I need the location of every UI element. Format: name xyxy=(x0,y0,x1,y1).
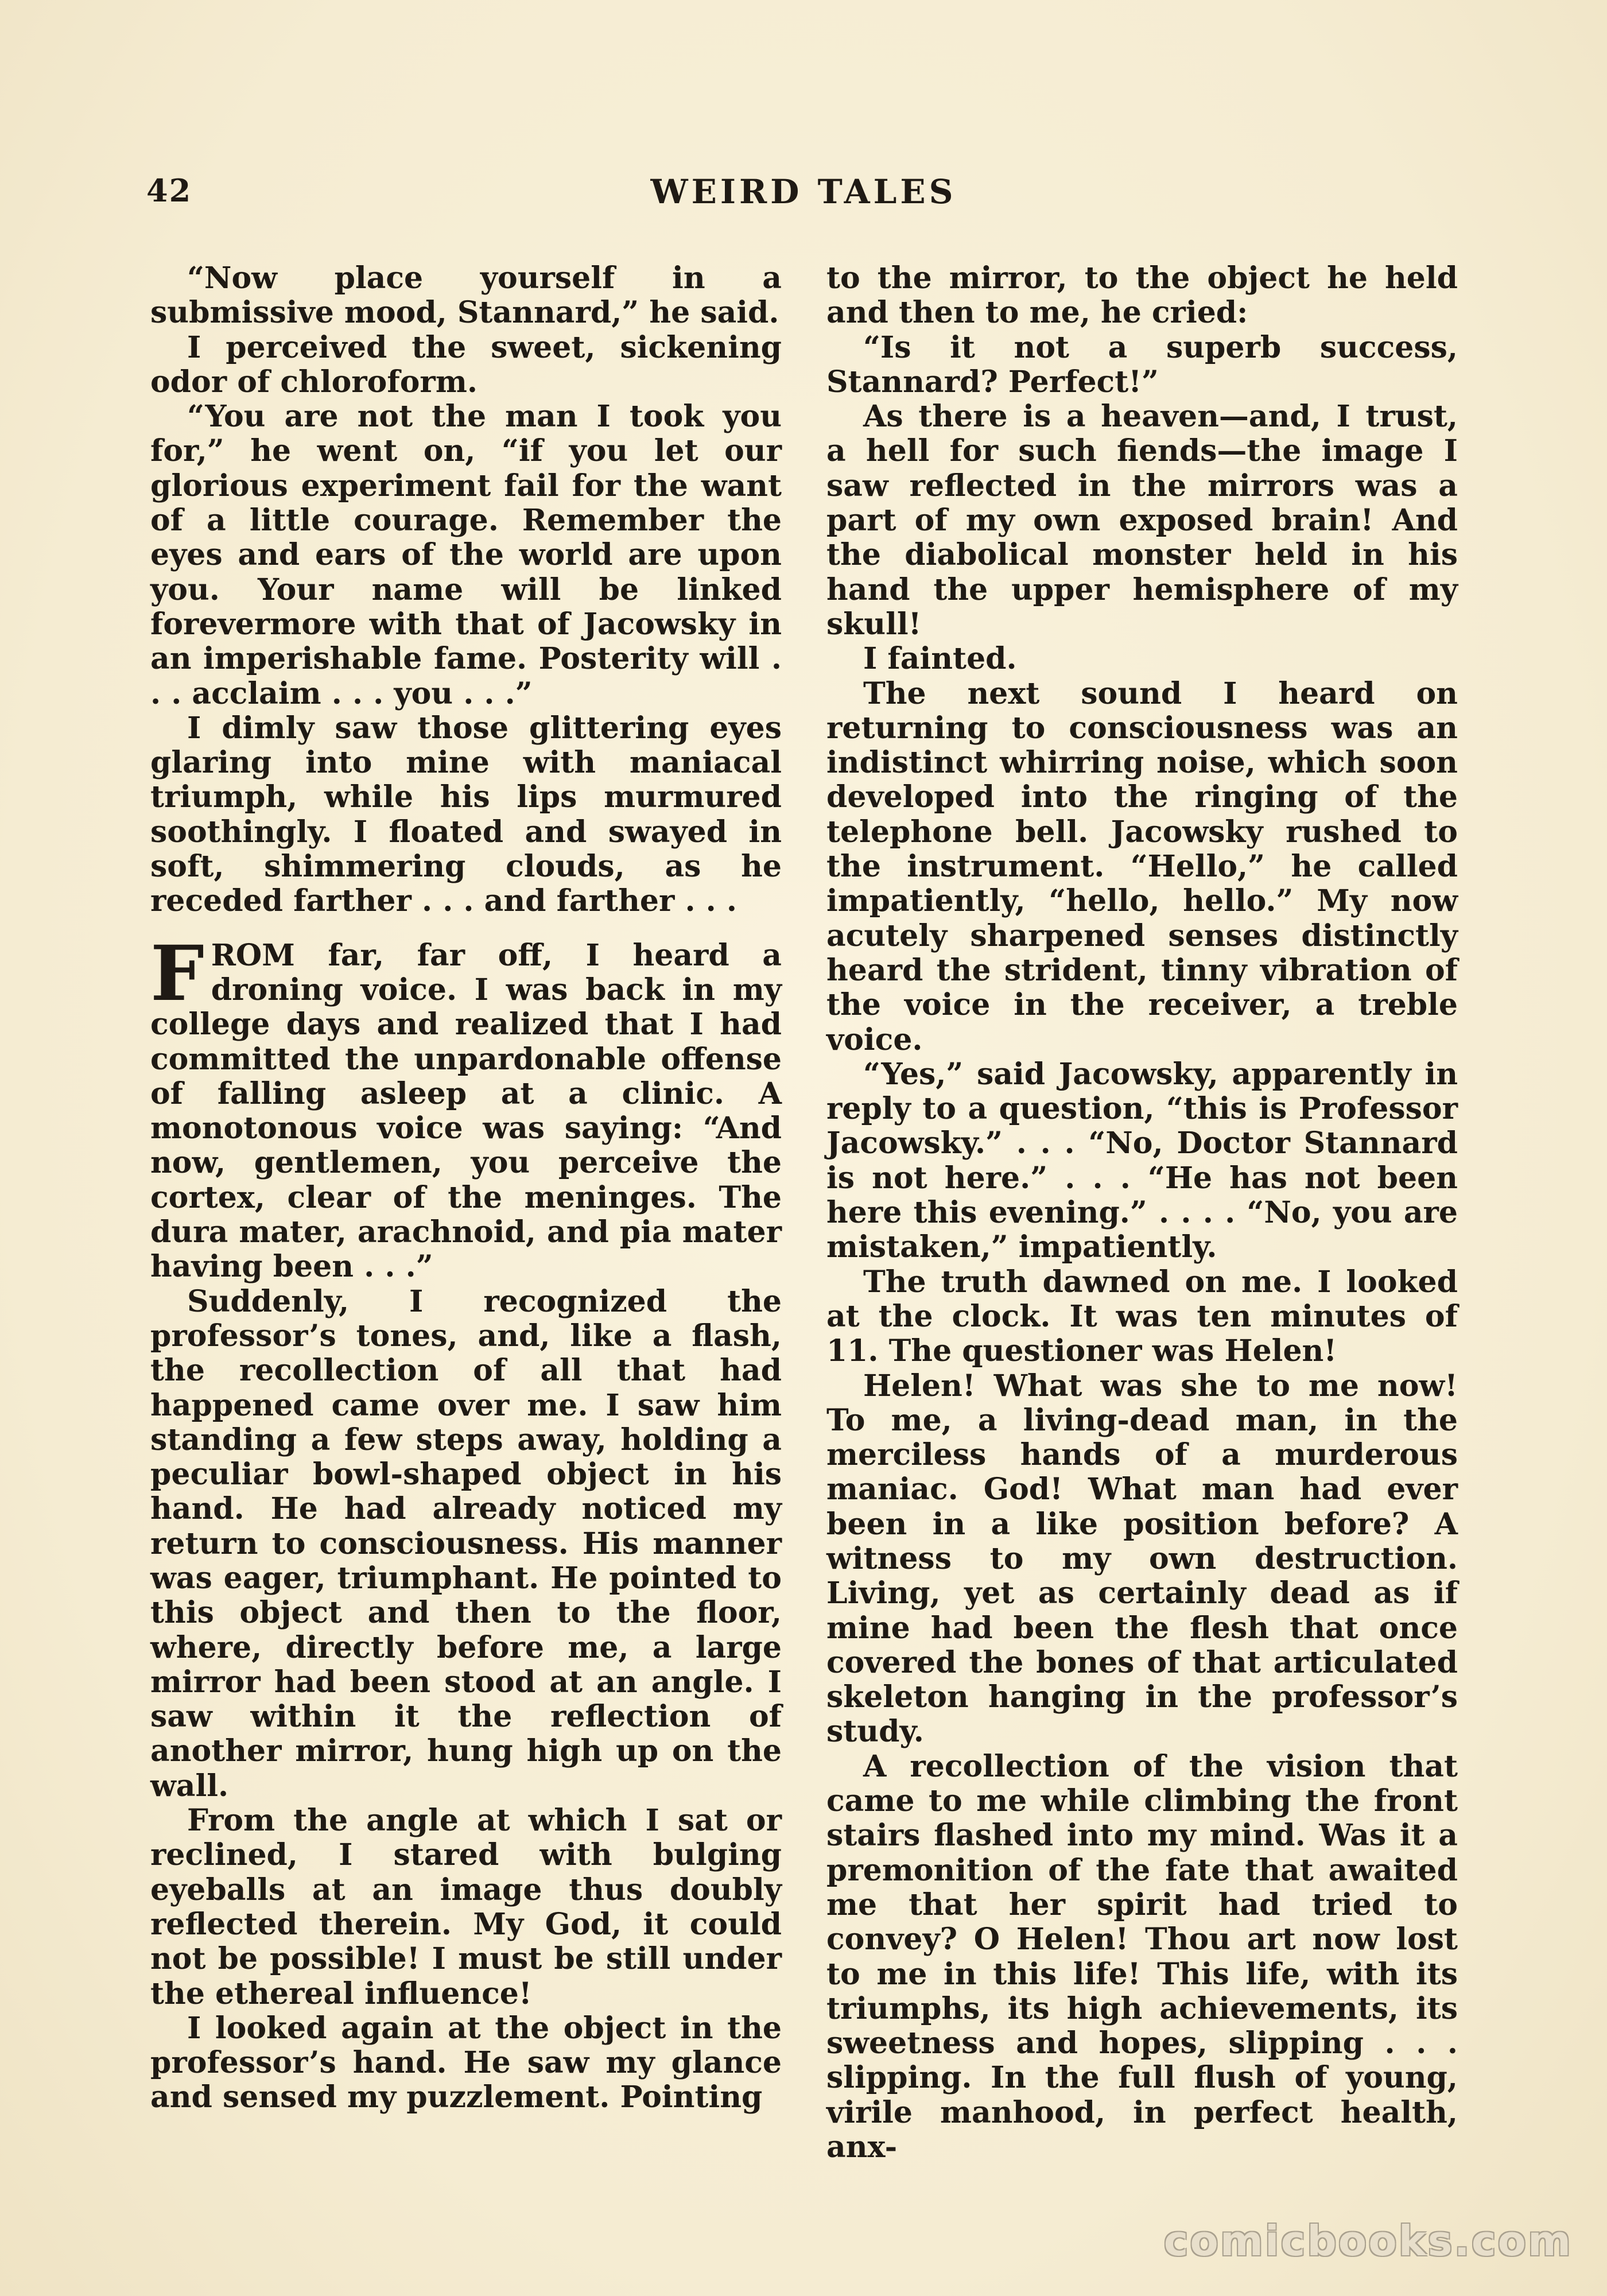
drop-cap: F xyxy=(150,929,204,1018)
paragraph: I looked again at the object in the professor’s hand. He saw my glance and sensed my puzzlement. Pointing xyxy=(150,2010,782,2115)
watermark: comicbooks.com xyxy=(1163,2217,1573,2265)
page-header xyxy=(146,172,1461,230)
right-column xyxy=(826,261,1458,2165)
paragraph: I perceived the sweet, sickening odor of chloroform. xyxy=(150,329,782,400)
section-opening-paragraph xyxy=(150,929,782,1285)
paragraph: “You are not the man I took you for,” he went on, “if you let our glorious experiment fail for the want of a little courage. Remember the eyes and ears of the world are upon you. Your name will be linked forevermore with that of Jacowsky in an imperishable fame. Posterity will . . . acclaim . . . you . . .” xyxy=(150,399,782,711)
paragraph: I fainted. xyxy=(863,641,1017,677)
paragraph: A recollection of the vision that came to me while climbing the front stairs flashed into my mind. Was it a premonition of the fate that awaited me that her spirit had tried to convey? O Helen! Thou art now lost to me in this life! This life, with its triumphs, its high achievements, its sweetness and hopes, slipping . . . slipping. In the full flush of young, virile manhood, in perfect health, anx- xyxy=(826,1748,1458,2165)
running-title: WEIRD TALES xyxy=(650,172,957,211)
paragraph: “Now place yourself in a submissive mood, Stannard,” he said. xyxy=(150,261,782,331)
paragraph: “Is it not a superb success, Stannard? Perfect!” xyxy=(826,329,1458,400)
small-caps-lead: ROM xyxy=(211,937,295,973)
paragraph: I dimly saw those glittering eyes glaring into mine with maniacal triumph, while his lips murmured soothingly. I floated and swayed in soft, shimmering clouds, as he receded farther . . . and farther . . . xyxy=(150,710,782,919)
continued-paragraph: to the mirror, to the object he held and then to me, he cried: xyxy=(826,261,1458,331)
paragraph: Suddenly, I recognized the professor’s tones, and, like a flash, the recollection of all that had happened came over me. I saw him standing a few steps away, holding a peculiar bowl-shaped object in his hand. He had already noticed my return to consciousness. His manner was eager, triumphant. He pointed to this object and then to the floor, where, directly before me, a large mirror had been stood at an angle. I saw within it the reflection of another mirror, hung high up on the wall. xyxy=(150,1283,782,1804)
paragraph: Helen! What was she to me now! To me, a living-dead man, in the merciless hands of a murderous maniac. God! What man had ever been in a like position before? A witness to my own destruction. Living, yet as certainly dead as if mine had been the flesh that once covered the bones of that articulated skeleton hanging in the professor’s study. xyxy=(826,1368,1458,1750)
paragraph: From the angle at which I sat or reclined, I stared with bulging eyeballs at an image thus doubly reflected therein. My God, it could not be possible! I must be still under the ethereal influence! xyxy=(150,1803,782,2011)
paragraph: The truth dawned on me. I looked at the clock. It was ten minutes of 11. The questioner was Helen! xyxy=(826,1264,1458,1369)
paragraph: “Yes,” said Jacowsky, apparently in reply to a question, “this is Professor Jacowsky.” . . . “No, Doctor Stannard is not here.” . . . “He has not been here this evening.” . . . . “No, you are mistaken,” impatiently. xyxy=(826,1056,1458,1265)
left-column xyxy=(150,261,782,2121)
section-text: far, far off, I heard a droning voice. I was back in my college days and realized that I had committed the unpardonable offense of falling asleep at a clinic. A monotonous voice was saying: “And now, gentlemen, you perceive the cortex, clear of the meninges. The dura mater, arachnoid, and pia mater having been . . .” xyxy=(150,937,782,1285)
paragraph: As there is a heaven—and, I trust, a hell for such fiends—the image I saw reflected in the mirrors was a part of my own exposed brain! And the diabolical monster held in his hand the upper hemisphere of my skull! xyxy=(826,399,1458,642)
paragraph: The next sound I heard on returning to consciousness was an indistinct whirring noise, which soon developed into the ringing of the telephone bell. Jacowsky rushed to the instrument. “Hello,” he called impatiently, “hello, hello.” My now acutely sharpened senses distinctly heard the strident, tinny vibration of the voice in the receiver, a treble voice. xyxy=(826,676,1458,1057)
page-number: 42 xyxy=(146,172,192,209)
